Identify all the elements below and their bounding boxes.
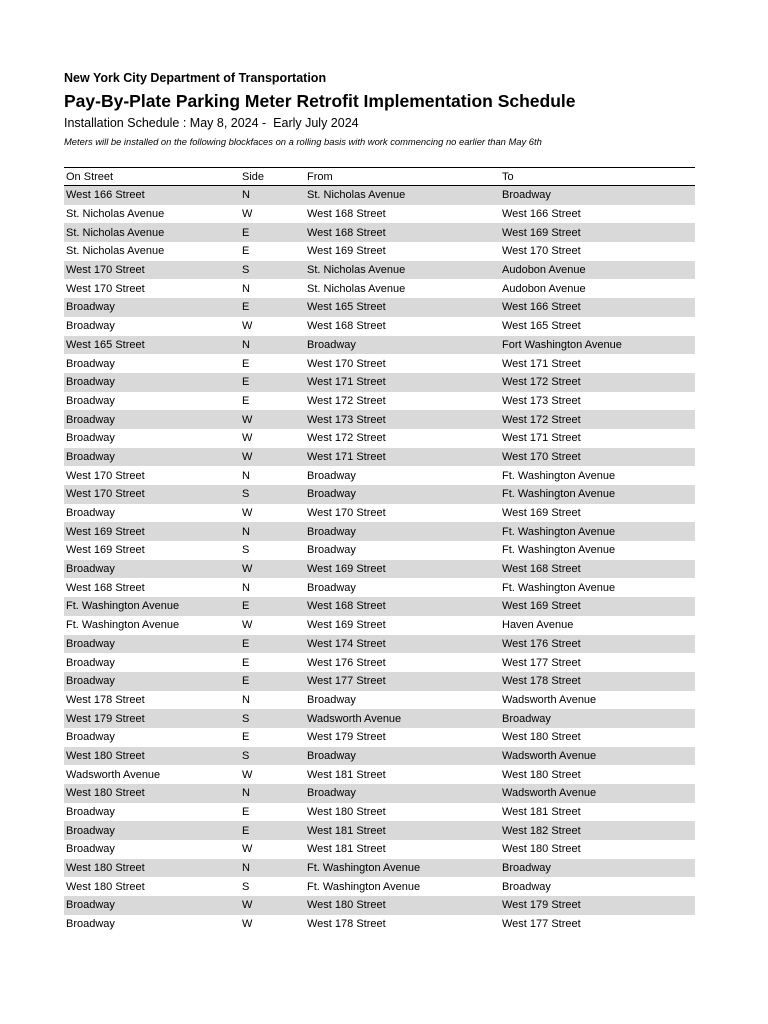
from-cell: West 174 Street <box>305 635 500 654</box>
to-cell: Broadway <box>500 186 695 205</box>
table-row <box>64 840 695 859</box>
table-row <box>64 541 695 560</box>
to-cell: West 169 Street <box>500 597 695 616</box>
from-cell: Broadway <box>305 522 500 541</box>
side-cell: E <box>240 821 305 840</box>
table-row <box>64 653 695 672</box>
table-row <box>64 392 695 411</box>
from-cell: West 169 Street <box>305 560 500 579</box>
table-row <box>64 429 695 448</box>
side-cell: W <box>242 320 253 333</box>
to-cell: West 181 Street <box>502 806 581 819</box>
on-street-cell: West 180 Street <box>64 784 240 803</box>
side-cell: E <box>242 394 250 407</box>
side-cell: W <box>240 560 305 579</box>
on-street-cell: West 170 Street <box>66 282 145 295</box>
on-street-cell: Broadway <box>66 432 115 445</box>
on-street-cell: Ft. Washington Avenue <box>66 619 180 632</box>
on-street-cell: Ft. Washington Avenue <box>64 597 240 616</box>
side-cell: E <box>240 373 305 392</box>
on-street-cell: Broadway <box>64 410 240 429</box>
on-street-cell: Broadway <box>64 298 240 317</box>
to-cell: West 171 Street <box>502 432 581 445</box>
from-cell: West 172 Street <box>307 432 386 445</box>
from-cell: St. Nicholas Avenue <box>305 186 500 205</box>
side-cell: N <box>240 336 305 355</box>
on-street-cell: Broadway <box>64 448 240 467</box>
to-cell: West 170 Street <box>502 245 581 258</box>
side-cell: N <box>242 469 250 482</box>
table-row <box>64 186 695 205</box>
on-street-cell: Broadway <box>66 394 115 407</box>
from-cell: West 176 Street <box>307 656 386 669</box>
from-cell: West 170 Street <box>307 357 386 370</box>
table-row <box>64 578 695 597</box>
table-row <box>64 279 695 298</box>
on-street-cell: West 179 Street <box>64 709 240 728</box>
table-row <box>64 522 695 541</box>
side-cell: E <box>242 656 250 669</box>
from-cell: West 169 Street <box>307 245 386 258</box>
on-street-cell: Broadway <box>64 821 240 840</box>
side-cell: E <box>242 357 250 370</box>
to-cell: West 177 Street <box>502 656 581 669</box>
side-cell: N <box>240 522 305 541</box>
document-title: Pay-By-Plate Parking Meter Retrofit Implementation Schedule <box>64 91 576 111</box>
side-cell: N <box>242 581 250 594</box>
on-street-cell: West 178 Street <box>66 693 145 706</box>
from-cell: Broadway <box>305 336 500 355</box>
from-cell: St. Nicholas Avenue <box>305 261 500 280</box>
side-cell: W <box>242 918 253 931</box>
from-cell: West 179 Street <box>307 731 386 744</box>
table-row <box>64 728 695 747</box>
from-cell: Wadsworth Avenue <box>305 709 500 728</box>
table-header-row <box>64 168 695 186</box>
table-row <box>64 635 695 654</box>
to-cell: Wadsworth Avenue <box>502 693 597 706</box>
on-street-cell: West 180 Street <box>66 880 145 893</box>
table-row <box>64 317 695 336</box>
table-row <box>64 691 695 710</box>
on-street-cell: St. Nicholas Avenue <box>64 223 240 242</box>
to-cell: West 173 Street <box>502 394 581 407</box>
to-cell: Fort Washington Avenue <box>500 336 695 355</box>
from-cell: West 168 Street <box>305 597 500 616</box>
from-cell: West 180 Street <box>305 896 500 915</box>
side-cell: N <box>240 859 305 878</box>
table-row <box>64 896 695 915</box>
side-cell: W <box>242 507 253 520</box>
side-cell: N <box>242 282 250 295</box>
to-cell: West 166 Street <box>502 208 581 221</box>
to-cell: West 169 Street <box>502 507 581 520</box>
on-street-cell: West 180 Street <box>64 859 240 878</box>
to-cell: West 169 Street <box>500 223 695 242</box>
to-cell: Wadsworth Avenue <box>500 747 695 766</box>
from-cell: West 168 Street <box>307 208 386 221</box>
on-street-cell: West 166 Street <box>64 186 240 205</box>
on-street-cell: Broadway <box>66 320 115 333</box>
side-cell: S <box>240 261 305 280</box>
side-cell: W <box>240 448 305 467</box>
side-cell: E <box>240 597 305 616</box>
on-street-cell: Broadway <box>66 843 115 856</box>
table-row <box>64 821 695 840</box>
from-cell: West 181 Street <box>305 821 500 840</box>
to-cell: West 165 Street <box>502 320 581 333</box>
to-cell: Ft. Washington Avenue <box>500 485 695 504</box>
side-cell: S <box>240 709 305 728</box>
on-street-cell: West 170 Street <box>64 485 240 504</box>
from-cell: West 171 Street <box>305 373 500 392</box>
to-cell: West 179 Street <box>500 896 695 915</box>
on-street-cell: Broadway <box>66 918 115 931</box>
to-cell: West 180 Street <box>502 731 581 744</box>
table-row <box>64 242 695 261</box>
table-row <box>64 616 695 635</box>
table-row <box>64 672 695 691</box>
table-row <box>64 336 695 355</box>
side-cell: W <box>242 768 253 781</box>
on-street-cell: Broadway <box>66 731 115 744</box>
from-cell: Ft. Washington Avenue <box>305 859 500 878</box>
on-street-cell: Broadway <box>64 672 240 691</box>
installation-note: Meters will be installed on the following blockfaces on a rolling basis with work commencing no earlier than May 6th <box>64 136 542 147</box>
side-cell: W <box>242 432 253 445</box>
on-street-cell: Broadway <box>66 806 115 819</box>
from-cell: St. Nicholas Avenue <box>307 282 406 295</box>
from-cell: West 178 Street <box>307 918 386 931</box>
table-row <box>64 597 695 616</box>
to-cell: West 166 Street <box>500 298 695 317</box>
to-cell: West 170 Street <box>500 448 695 467</box>
table-row <box>64 784 695 803</box>
table-row <box>64 448 695 467</box>
side-cell: E <box>240 635 305 654</box>
table-row <box>64 466 695 485</box>
table-row <box>64 205 695 224</box>
side-cell: W <box>242 208 253 221</box>
side-cell: E <box>242 245 250 258</box>
to-cell: Ft. Washington Avenue <box>502 581 616 594</box>
to-cell: West 182 Street <box>500 821 695 840</box>
side-cell: S <box>240 747 305 766</box>
table-row <box>64 485 695 504</box>
table-row <box>64 747 695 766</box>
table-row <box>64 877 695 896</box>
side-cell: S <box>242 544 250 557</box>
on-street-cell: Broadway <box>64 896 240 915</box>
organization-name: New York City Department of Transportation <box>64 71 327 85</box>
from-cell: Broadway <box>305 485 500 504</box>
table-body <box>64 186 695 934</box>
from-cell: West 170 Street <box>307 507 386 520</box>
side-cell: E <box>240 223 305 242</box>
from-cell: Broadway <box>307 581 356 594</box>
from-cell: West 168 Street <box>307 320 386 333</box>
from-cell: Broadway <box>307 469 356 482</box>
table-row <box>64 709 695 728</box>
table-row <box>64 803 695 822</box>
from-cell: West 172 Street <box>307 394 386 407</box>
from-cell: West 171 Street <box>305 448 500 467</box>
from-cell: Broadway <box>307 693 356 706</box>
table-row <box>64 560 695 579</box>
side-cell: E <box>242 806 250 819</box>
from-cell: Broadway <box>307 544 356 557</box>
side-cell: E <box>240 672 305 691</box>
on-street-cell: West 170 Street <box>64 261 240 280</box>
table-row <box>64 765 695 784</box>
to-cell: West 172 Street <box>500 410 695 429</box>
column-header-side: Side <box>240 168 305 186</box>
side-cell: N <box>240 784 305 803</box>
to-cell: Ft. Washington Avenue <box>502 544 616 557</box>
side-cell: E <box>240 298 305 317</box>
on-street-cell: West 169 Street <box>64 522 240 541</box>
to-cell: West 168 Street <box>500 560 695 579</box>
to-cell: Broadway <box>502 880 551 893</box>
from-cell: West 180 Street <box>307 806 386 819</box>
to-cell: West 177 Street <box>502 918 581 931</box>
on-street-cell: West 180 Street <box>64 747 240 766</box>
table-row <box>64 915 695 934</box>
to-cell: Haven Avenue <box>502 619 574 632</box>
to-cell: Wadsworth Avenue <box>500 784 695 803</box>
to-cell: West 171 Street <box>502 357 581 370</box>
to-cell: Audobon Avenue <box>502 282 586 295</box>
to-cell: Broadway <box>500 709 695 728</box>
table-row <box>64 261 695 280</box>
to-cell: Ft. Washington Avenue <box>502 469 616 482</box>
on-street-cell: West 168 Street <box>66 581 145 594</box>
from-cell: West 169 Street <box>307 619 386 632</box>
on-street-cell: Broadway <box>66 357 115 370</box>
side-cell: N <box>242 693 250 706</box>
column-header-to: To <box>500 168 695 186</box>
blockface-schedule-table <box>64 167 695 934</box>
table-row <box>64 410 695 429</box>
on-street-cell: Broadway <box>64 373 240 392</box>
document-page <box>64 70 695 934</box>
table-row <box>64 354 695 373</box>
to-cell: West 178 Street <box>500 672 695 691</box>
table-row <box>64 504 695 523</box>
to-cell: Audobon Avenue <box>500 261 695 280</box>
side-cell: W <box>240 896 305 915</box>
from-cell: West 177 Street <box>305 672 500 691</box>
side-cell: S <box>240 485 305 504</box>
installation-schedule-dates: Installation Schedule : May 8, 2024 - Early July 2024 <box>64 116 359 130</box>
to-cell: West 176 Street <box>500 635 695 654</box>
on-street-cell: Broadway <box>64 560 240 579</box>
table-row <box>64 859 695 878</box>
to-cell: Ft. Washington Avenue <box>500 522 695 541</box>
from-cell: Broadway <box>305 784 500 803</box>
side-cell: S <box>242 880 250 893</box>
side-cell: N <box>240 186 305 205</box>
column-header-from: From <box>305 168 500 186</box>
side-cell: E <box>242 731 250 744</box>
to-cell: West 172 Street <box>500 373 695 392</box>
to-cell: West 180 Street <box>502 768 581 781</box>
table-row <box>64 373 695 392</box>
on-street-cell: Broadway <box>66 507 115 520</box>
on-street-cell: St. Nicholas Avenue <box>66 245 165 258</box>
on-street-cell: St. Nicholas Avenue <box>66 208 165 221</box>
from-cell: West 168 Street <box>305 223 500 242</box>
on-street-cell: West 165 Street <box>64 336 240 355</box>
from-cell: Broadway <box>305 747 500 766</box>
on-street-cell: West 170 Street <box>66 469 145 482</box>
from-cell: West 181 Street <box>307 843 386 856</box>
on-street-cell: West 169 Street <box>66 544 145 557</box>
column-header-on-street: On Street <box>64 168 240 186</box>
from-cell: West 181 Street <box>307 768 386 781</box>
on-street-cell: Wadsworth Avenue <box>66 768 161 781</box>
table-row <box>64 298 695 317</box>
from-cell: West 165 Street <box>305 298 500 317</box>
on-street-cell: Broadway <box>66 656 115 669</box>
side-cell: W <box>240 410 305 429</box>
to-cell: West 180 Street <box>502 843 581 856</box>
table-row <box>64 223 695 242</box>
from-cell: Ft. Washington Avenue <box>307 880 421 893</box>
on-street-cell: Broadway <box>64 635 240 654</box>
from-cell: West 173 Street <box>305 410 500 429</box>
side-cell: W <box>242 843 253 856</box>
to-cell: Broadway <box>500 859 695 878</box>
side-cell: W <box>242 619 253 632</box>
